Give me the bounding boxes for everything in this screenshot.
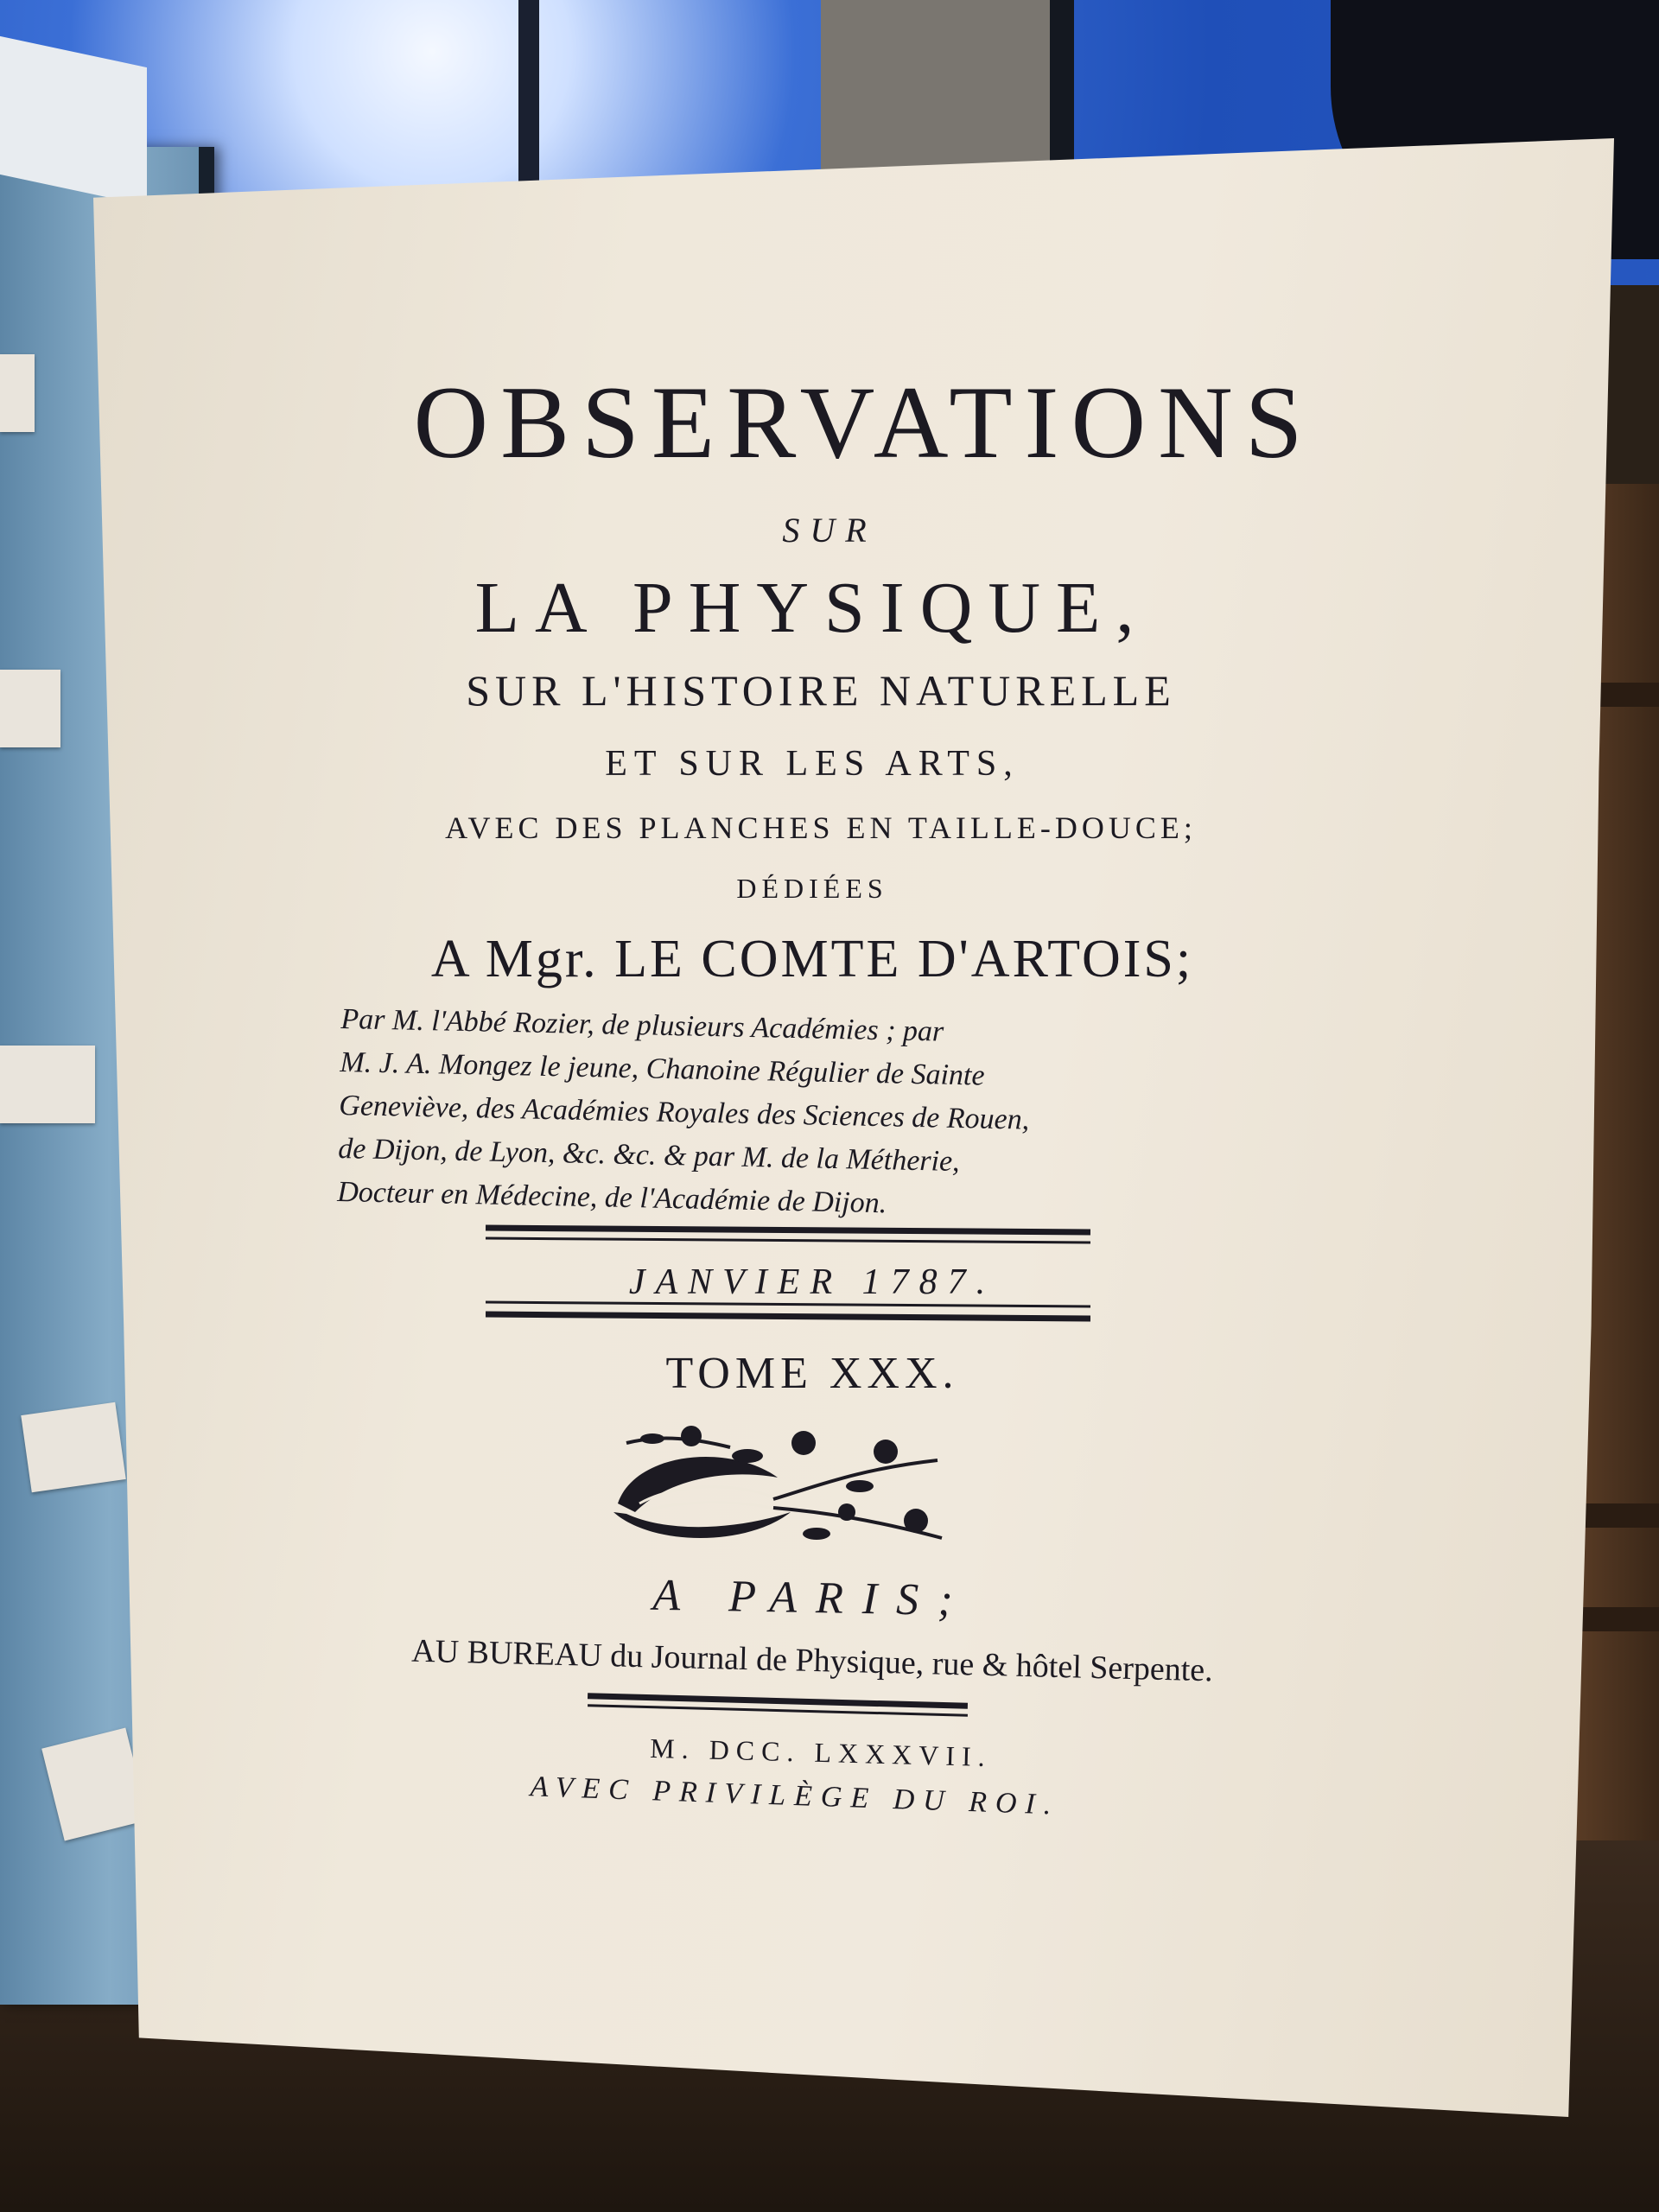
editors-credits	[337, 998, 1274, 1234]
credit-line: Geneviève, des Académies Royales des Sciences de Rouen,	[339, 1089, 1030, 1136]
journal-title: OBSERVATIONS	[413, 365, 1315, 480]
floral-ornament-icon	[601, 1417, 955, 1560]
issue-date: JANVIER 1787.	[628, 1262, 996, 1302]
title-connector: SUR	[782, 511, 877, 550]
credit-line: de Dijon, de Lyon, &c. &c. & par M. de la Métherie,	[337, 1132, 961, 1179]
subtitle-arts: ET SUR LES ARTS,	[605, 744, 1020, 784]
imprint-publisher: AU BUREAU du Journal de Physique, rue & hôtel Serpente.	[410, 1632, 1214, 1689]
royal-privilege: AVEC PRIVILÈGE DU ROI.	[530, 1770, 1060, 1821]
volume-number: TOME XXX.	[665, 1349, 959, 1398]
subtitle-planches: AVEC DES PLANCHES EN TAILLE-DOUCE;	[445, 810, 1197, 845]
credit-line: M. J. A. Mongez le jeune, Chanoine Régulier de Sainte	[340, 1046, 985, 1092]
rule-top-thin	[486, 1237, 1090, 1244]
imprint-year: M. DCC. LXXXVII.	[649, 1732, 993, 1773]
subtitle-histoire: SUR L'HISTOIRE NATURELLE	[466, 666, 1176, 715]
dedication: A Mgr. LE COMTE D'ARTOIS;	[430, 930, 1194, 988]
rule-bottom	[486, 1312, 1090, 1322]
credit-line: Docteur en Médecine, de l'Académie de Dijon.	[336, 1175, 887, 1220]
credit-line: Par M. l'Abbé Rozier, de plusieurs Académies ; par	[340, 1002, 944, 1048]
dedication-label: DÉDIÉES	[736, 873, 888, 904]
journal-subject: LA PHYSIQUE,	[474, 568, 1150, 648]
imprint-place: A PARIS;	[652, 1570, 972, 1626]
